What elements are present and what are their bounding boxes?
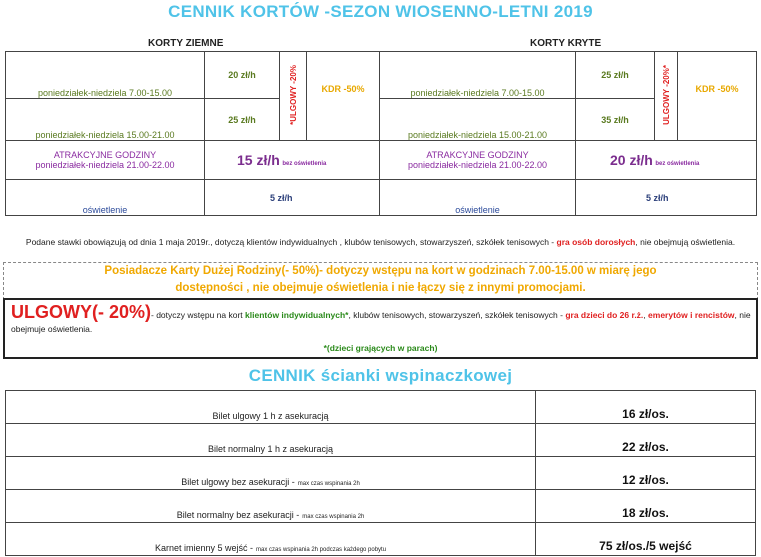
climbing-row-label (6, 424, 536, 457)
table-row (6, 490, 756, 523)
climbing-price-table (5, 390, 756, 556)
indoor-courts-header: KORTY KRYTE (530, 38, 602, 49)
indoor-light-label: oświetlenie (380, 180, 576, 216)
outdoor-attractive-note: bez oświetlenia (282, 161, 327, 167)
validity-red: gra osób dorosłych (556, 237, 636, 247)
indoor-attractive-price: 20 zł/h (610, 152, 653, 168)
validity-text: Podane stawki obowiązują od dnia 1 maja 2019r., dotyczą klientów indywidualnych , klubów tenisowych, stowarzyszeń, szkółek tenisowych - (25, 237, 555, 247)
climbing-label-text: Bilet normalny bez asekuracji - (176, 510, 300, 520)
indoor-discount-label: ULGOWY -20%* (661, 65, 671, 125)
outdoor-courts-table (5, 51, 380, 216)
climbing-label-sub: max czas wspinania 2h (297, 481, 360, 487)
indoor-row1-price: 25 zł/h (576, 52, 655, 99)
outdoor-light-price: 5 zł/h (205, 180, 380, 216)
outdoor-kdr: KDR -50% (307, 52, 380, 99)
climbing-row-price: 22 zł/os. (536, 424, 756, 457)
climbing-label-text: Bilet ulgowy 1 h z asekuracją (212, 411, 329, 421)
ulgowy-title: ULGOWY(- 20%) (11, 302, 152, 322)
climbing-row-label (6, 457, 536, 490)
ulgowy-note-box (3, 298, 758, 359)
ulgowy-green1: klientów indywidualnych* (245, 310, 349, 320)
kdr-line1: Posiadacze Karty Dużej Rodziny(- 50%)- dotyczy wstępu na kort w godzinach 7.00-15.00 w miarę jego (104, 265, 657, 277)
kdr-line2: dostępności , nie obejmuje oświetlenia i nie łączy się z innymi promocjami. (175, 282, 586, 294)
indoor-kdr: KDR -50% (678, 52, 757, 99)
outdoor-discount-label: *ULGOWY -20% (288, 65, 298, 125)
ulgowy-text2: , klubów tenisowych, stowarzyszeń, szkółek tenisowych - (348, 310, 563, 320)
climbing-row-price: 16 zł/os. (536, 391, 756, 424)
indoor-row2-label: poniedziałek-niedziela 15.00-21.00 (380, 99, 576, 141)
table-row (6, 391, 756, 424)
climbing-label-text: Karnet imienny 5 wejść - (154, 543, 253, 553)
indoor-courts-table (379, 51, 757, 216)
table-row (6, 457, 756, 490)
climbing-row-price: 12 zł/os. (536, 457, 756, 490)
outdoor-row1-price: 20 zł/h (205, 52, 280, 99)
climbing-row-label (6, 391, 536, 424)
outdoor-attractive-label: poniedziałek-niedziela 21.00-22.00 (35, 160, 175, 170)
climbing-row-label (6, 490, 536, 523)
indoor-attractive-cell (380, 141, 576, 180)
outdoor-row2-label: poniedziałek-niedziela 15.00-21.00 (6, 99, 205, 141)
ulgowy-red2: emerytów i rencistów (648, 310, 735, 320)
ulgowy-text4: , nie obejmuje oświetlenia. (11, 310, 751, 334)
outdoor-attractive-cell (6, 141, 205, 180)
climbing-label-sub: max czas wspinania 2h (302, 514, 365, 520)
indoor-row2-price: 35 zł/h (576, 99, 655, 141)
outdoor-row2-price: 25 zł/h (205, 99, 280, 141)
validity-end: , nie obejmują oświetlenia. (635, 237, 736, 247)
outdoor-attractive-price: 15 zł/h (237, 152, 280, 168)
climbing-row-price: 75 zł/os./5 wejść (536, 523, 756, 556)
indoor-row1-label: poniedziałek-niedziela 7.00-15.00 (380, 52, 576, 99)
climbing-row-price: 18 zł/os. (536, 490, 756, 523)
validity-note (0, 236, 761, 248)
table-row (6, 523, 756, 556)
climbing-label-text: Bilet normalny 1 h z asekuracją (207, 444, 334, 454)
outdoor-row1-label: poniedziałek-niedziela 7.00-15.00 (6, 52, 205, 99)
indoor-attractive-note: bez oświetlenia (655, 161, 700, 167)
outdoor-attractive-title: ATRAKCYJNE GODZINY (53, 150, 157, 160)
indoor-attractive-title: ATRAKCYJNE GODZINY (426, 150, 529, 160)
page-title: CENNIK KORTÓW -SEZON WIOSENNO-LETNI 2019 (168, 2, 593, 21)
outdoor-courts-header: KORTY ZIEMNE (148, 38, 224, 49)
ulgowy-text1: - dotyczy wstępu na kort (151, 310, 243, 320)
climbing-label-text: Bilet ulgowy bez asekuracji - (181, 477, 295, 487)
ulgowy-green2: *(dzieci grających w parach) (323, 343, 438, 353)
indoor-light-price: 5 zł/h (576, 180, 757, 216)
climbing-label-sub: max czas wspinania 2h podczas każdego pobytu (255, 547, 387, 553)
kdr-note-box (3, 262, 758, 300)
table-row (6, 424, 756, 457)
ulgowy-text3: , (643, 310, 646, 320)
indoor-attractive-label: poniedziałek-niedziela 21.00-22.00 (407, 160, 548, 170)
climbing-row-label (6, 523, 536, 556)
ulgowy-red1: gra dzieci do 26 r.ż. (565, 310, 644, 320)
outdoor-light-label: oświetlenie (6, 180, 205, 216)
climbing-title: CENNIK ścianki wspinaczkowej (248, 366, 513, 385)
